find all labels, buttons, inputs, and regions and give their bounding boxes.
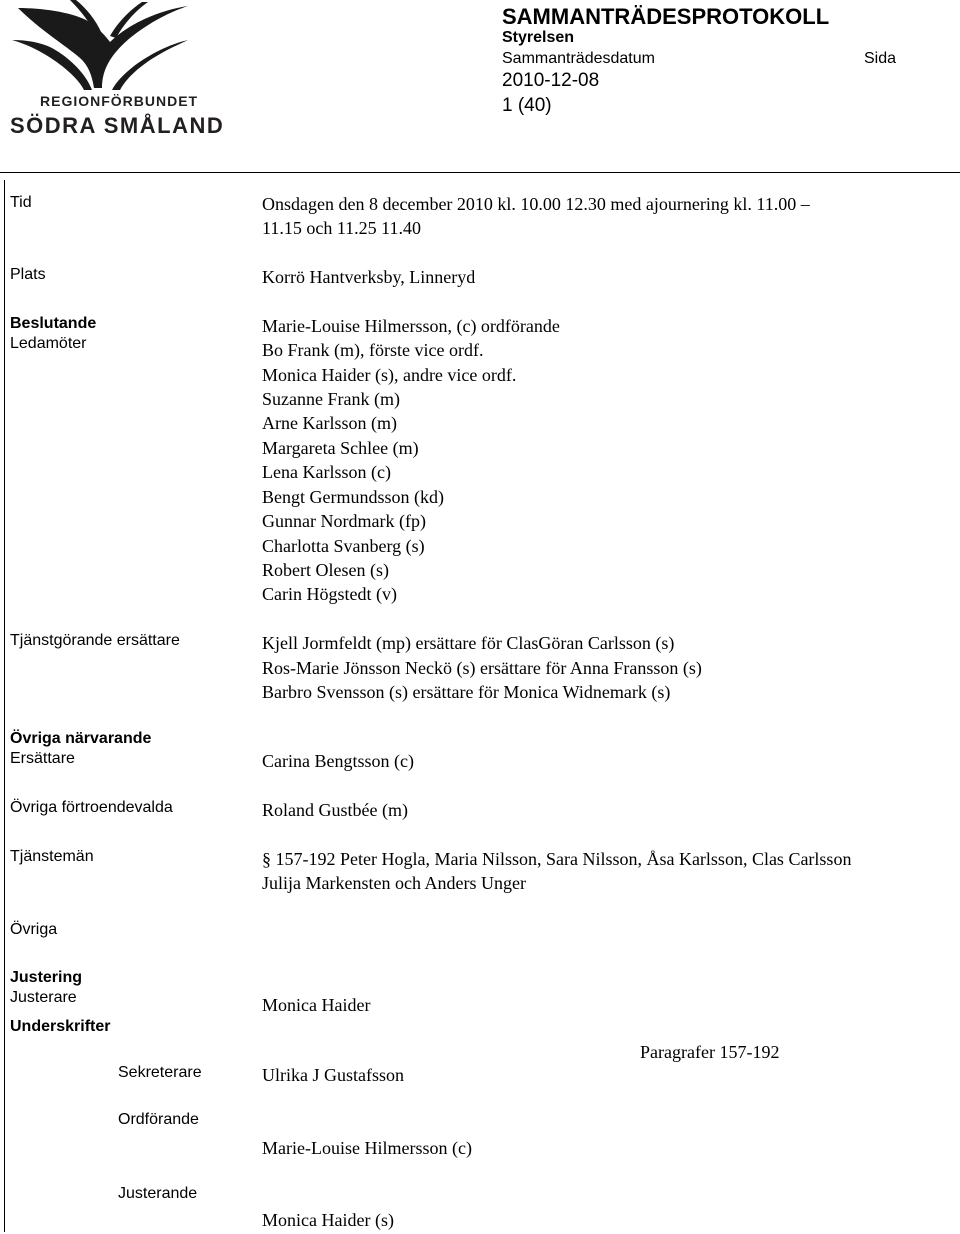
label-underskrifter: Underskrifter <box>10 1018 111 1035</box>
label-justering: Justering <box>10 969 83 986</box>
value-paragrafer: Paragrafer 157-192 <box>640 1042 780 1062</box>
meeting-date: 2010-12-08 <box>502 70 600 91</box>
meeting-date-label: Sammanträdesdatum <box>502 50 655 67</box>
label-ersattare: Ersättare <box>10 750 75 767</box>
value-plats: Korrö Hantverksby, Linneryd <box>262 267 476 287</box>
list-item: Gunnar Nordmark (fp) <box>262 511 426 531</box>
list-item: Robert Olesen (s) <box>262 560 389 580</box>
value-tjansteman-line1: § 157-192 Peter Hogla, Maria Nilsson, Sara Nilsson, Åsa Karlsson, Clas Carlsson <box>262 849 852 869</box>
logo-text-line2: SÖDRA SMÅLAND <box>10 113 225 138</box>
value-sekreterare: Ulrika J Gustafsson <box>262 1065 404 1085</box>
list-item: Bengt Germundsson (kd) <box>262 487 444 507</box>
value-ersattare: Carina Bengtsson (c) <box>262 751 414 771</box>
label-ovriga-fortroendevalda: Övriga förtroendevalda <box>10 799 173 816</box>
list-item: Barbro Svensson (s) ersättare för Monica Widnemark (s) <box>262 682 671 702</box>
label-ordforande: Ordförande <box>118 1111 199 1128</box>
label-ovriga: Övriga <box>10 921 58 938</box>
label-plats: Plats <box>10 266 46 283</box>
label-ledamoter: Ledamöter <box>10 335 87 352</box>
value-justerare: Monica Haider <box>262 995 371 1015</box>
label-tjansteman: Tjänstemän <box>10 848 94 865</box>
label-beslutande: Beslutande <box>10 315 97 332</box>
left-margin-line <box>4 180 5 1232</box>
page-number: 1 (40) <box>502 95 552 116</box>
value-ovriga-fortroendevalda: Roland Gustbée (m) <box>262 800 408 820</box>
list-item: Bo Frank (m), förste vice ordf. <box>262 340 484 360</box>
value-tid-line1: Onsdagen den 8 december 2010 kl. 10.00 12.30 med ajournering kl. 11.00 – <box>262 194 810 214</box>
header-divider <box>0 172 960 173</box>
page-label: Sida <box>864 50 897 67</box>
board-name: Styrelsen <box>502 29 575 46</box>
list-item: Carin Högstedt (v) <box>262 584 397 604</box>
label-sekreterare: Sekreterare <box>118 1064 202 1081</box>
list-item: Ros-Marie Jönsson Neckö (s) ersättare för Anna Fransson (s) <box>262 658 702 678</box>
list-item: Margareta Schlee (m) <box>262 438 419 458</box>
list-item: Arne Karlsson (m) <box>262 413 397 433</box>
logo-emblem-icon <box>10 0 190 92</box>
list-item: Charlotta Svanberg (s) <box>262 536 425 556</box>
label-justerare: Justerare <box>10 989 77 1006</box>
label-tjanstgorande-ersattare: Tjänstgörande ersättare <box>10 632 180 649</box>
list-item: Monica Haider (s), andre vice ordf. <box>262 365 517 385</box>
value-tjansteman-line2: Julija Markensten och Anders Unger <box>262 873 526 893</box>
label-ovriga-narvarande: Övriga närvarande <box>10 730 152 747</box>
list-item: Marie-Louise Hilmersson, (c) ordförande <box>262 316 560 336</box>
label-tid: Tid <box>10 194 32 211</box>
value-tid-line2: 11.15 och 11.25 11.40 <box>262 218 421 238</box>
value-ordforande: Marie-Louise Hilmersson (c) <box>262 1138 472 1158</box>
list-item: Kjell Jormfeldt (mp) ersättare för ClasGöran Carlsson (s) <box>262 633 675 653</box>
document-title: SAMMANTRÄDESPROTOKOLL <box>502 4 830 29</box>
list-item: Suzanne Frank (m) <box>262 389 400 409</box>
logo-text-line1: REGIONFÖRBUNDET <box>40 93 199 109</box>
value-justerande: Monica Haider (s) <box>262 1210 394 1230</box>
list-item: Lena Karlsson (c) <box>262 462 391 482</box>
label-justerande: Justerande <box>118 1185 198 1202</box>
